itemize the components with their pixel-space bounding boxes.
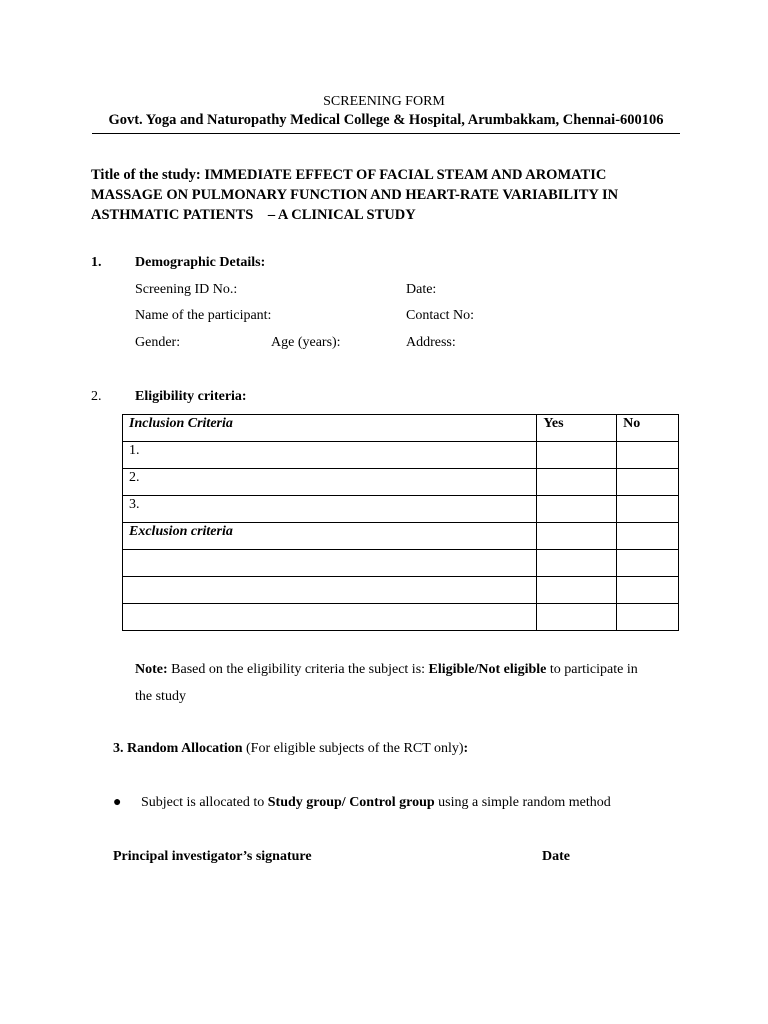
no-header: No bbox=[617, 415, 679, 442]
inclusion-3-yes-cell[interactable] bbox=[537, 496, 617, 523]
section3-heading bbox=[113, 741, 468, 757]
section1-number: 1. bbox=[91, 255, 102, 270]
exclusion-header-yes-cell bbox=[537, 523, 617, 550]
bullet-text-before: Subject is allocated to bbox=[141, 795, 268, 810]
table-row bbox=[123, 496, 679, 523]
exclusion-3-no-cell[interactable] bbox=[617, 604, 679, 631]
section3-colon: : bbox=[463, 741, 469, 756]
exclusion-header-no-cell bbox=[617, 523, 679, 550]
exclusion-item-1[interactable] bbox=[123, 550, 537, 577]
participant-name-field: Name of the participant: bbox=[135, 308, 272, 323]
gender-field: Gender: bbox=[135, 335, 181, 350]
screening-id-field: Screening ID No.: bbox=[135, 282, 238, 297]
address-field: Address: bbox=[406, 335, 456, 350]
note-label: Note: bbox=[135, 662, 168, 677]
signature-date-label: Date bbox=[542, 849, 570, 864]
eligibility-note bbox=[135, 662, 638, 678]
contact-field: Contact No: bbox=[406, 308, 475, 323]
form-title: SCREENING FORM bbox=[323, 94, 445, 109]
section1-title: Demographic Details: bbox=[135, 255, 266, 270]
table-row bbox=[123, 550, 679, 577]
inclusion-2-no-cell[interactable] bbox=[617, 469, 679, 496]
exclusion-2-no-cell[interactable] bbox=[617, 577, 679, 604]
bullet-text-after: using a simple random method bbox=[434, 795, 611, 810]
section2-number: 2. bbox=[91, 389, 102, 404]
table-row bbox=[123, 577, 679, 604]
note-text-before: Based on the eligibility criteria the subject is: bbox=[167, 662, 429, 677]
age-field: Age (years): bbox=[271, 335, 341, 350]
bullet-emphasis: Study group/ Control group bbox=[267, 795, 435, 810]
exclusion-1-no-cell[interactable] bbox=[617, 550, 679, 577]
study-title-line3: ASTHMATIC PATIENTS – A CLINICAL STUDY bbox=[91, 207, 416, 223]
institution-name: Govt. Yoga and Naturopathy Medical College & Hospital, Arumbakkam, Chennai-600106 bbox=[108, 112, 664, 128]
study-title bbox=[91, 165, 691, 225]
section2-title: Eligibility criteria: bbox=[135, 389, 247, 404]
eligibility-table bbox=[122, 414, 679, 631]
exclusion-2-yes-cell[interactable] bbox=[537, 577, 617, 604]
inclusion-item-1: 1. bbox=[123, 442, 537, 469]
exclusion-header-row bbox=[123, 523, 679, 550]
table-row bbox=[123, 469, 679, 496]
inclusion-criteria-header: Inclusion Criteria bbox=[123, 415, 537, 442]
study-title-line2: MASSAGE ON PULMONARY FUNCTION AND HEART-RATE VARIABILITY IN bbox=[91, 187, 619, 203]
exclusion-item-3[interactable] bbox=[123, 604, 537, 631]
inclusion-2-yes-cell[interactable] bbox=[537, 469, 617, 496]
header-divider bbox=[92, 133, 680, 134]
table-row bbox=[123, 442, 679, 469]
yes-header: Yes bbox=[537, 415, 617, 442]
section3-title: 3. Random Allocation bbox=[113, 741, 243, 756]
exclusion-item-2[interactable] bbox=[123, 577, 537, 604]
section3-subtitle: (For eligible subjects of the RCT only) bbox=[242, 741, 464, 756]
note-emphasis: Eligible/Not eligible bbox=[428, 662, 547, 677]
exclusion-3-yes-cell[interactable] bbox=[537, 604, 617, 631]
study-title-label: Title of the study: bbox=[91, 167, 201, 183]
note-text-after: to participate in bbox=[546, 662, 638, 677]
inclusion-item-2: 2. bbox=[123, 469, 537, 496]
bullet-dot-icon: ● bbox=[113, 795, 122, 810]
exclusion-criteria-header: Exclusion criteria bbox=[123, 523, 537, 550]
table-header-row bbox=[123, 415, 679, 442]
investigator-signature-label: Principal investigator’s signature bbox=[113, 849, 312, 864]
date-field: Date: bbox=[406, 282, 437, 297]
table-row bbox=[123, 604, 679, 631]
inclusion-1-yes-cell[interactable] bbox=[537, 442, 617, 469]
inclusion-item-3: 3. bbox=[123, 496, 537, 523]
exclusion-1-yes-cell[interactable] bbox=[537, 550, 617, 577]
inclusion-1-no-cell[interactable] bbox=[617, 442, 679, 469]
allocation-bullet bbox=[113, 795, 611, 811]
study-title-line1: IMMEDIATE EFFECT OF FACIAL STEAM AND AROMATIC bbox=[204, 167, 607, 183]
inclusion-3-no-cell[interactable] bbox=[617, 496, 679, 523]
note-line2: the study bbox=[135, 689, 186, 704]
